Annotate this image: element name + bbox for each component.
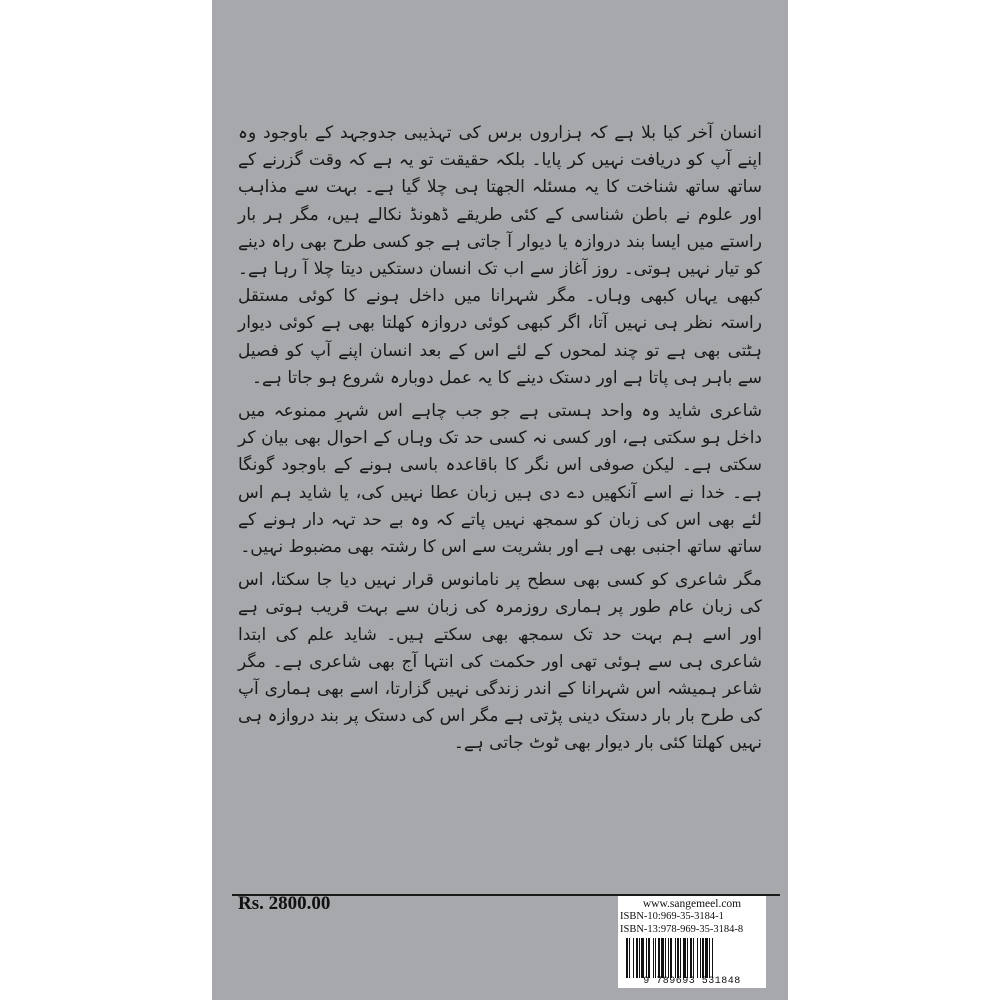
price-label: Rs. 2800.00 [238, 893, 331, 914]
barcode-bar [639, 938, 640, 978]
barcode-bar [687, 938, 688, 978]
barcode-bar [690, 938, 692, 978]
blurb-text [238, 120, 762, 764]
barcode-bar [636, 938, 638, 978]
barcode-bar [658, 938, 660, 978]
barcode-bar [693, 938, 694, 978]
blurb-paragraph-1: انسان آخر کیا بلا ہے کہ ہزاروں برس کی تہذیبی جدوجہد کے باوجود وہ اپنے آپ کو دریافت نہیں کر پایا۔ بلکہ حقیقت تو یہ ہے کہ وقت گزرنے کے ساتھ ساتھ شناخت کا یہ مسئلہ الجھتا ہی چلا گیا ہے۔ بہت سے مذاہب اور علوم نے باطن شناسی کے کئی طریقے ڈھونڈ نکالے ہیں، مگر ہر بار راستے میں ایسا بند دروازہ یا دیوار آ جاتی ہے جو کسی طرح بھی راہ دینے کو تیار نہیں ہوتی۔ روز آغاز سے اب تک انسان دستکیں دیتا چلا آ رہا ہے۔ کبھی یہاں کبھی وہاں۔ مگر شہرانا میں داخل ہونے کا کوئی مستقل راستہ نظر ہی نہیں آتا، اگر کبھی کوئی دروازہ کھلتا بھی ہے کوئی دیوار ہٹتی بھی ہے تو چند لمحوں کے لئے اس کے بعد انسان اپنے آپ کو فصیل سے باہر ہی پاتا ہے اور دستک دینے کا یہ عمل دوبارہ شروع ہو جاتا ہے۔ [238, 123, 762, 388]
barcode-bar [626, 938, 628, 978]
barcode-image [624, 938, 760, 978]
barcode-bar [677, 938, 679, 978]
barcode-bar [680, 938, 681, 978]
barcode-bar [675, 938, 676, 978]
barcode-bar [661, 938, 664, 978]
barcode-bar [648, 938, 650, 978]
barcode-bar [633, 938, 634, 978]
barcode-bar [670, 938, 672, 978]
barcode-bar [629, 938, 630, 978]
barcode-bar [646, 938, 647, 978]
isbn-panel [618, 896, 766, 988]
barcode-bar [683, 938, 686, 978]
barcode-bar [641, 938, 644, 978]
barcode-bar [665, 938, 666, 978]
barcode-digits: 9 789693 531848 [643, 976, 741, 987]
barcode-bar [655, 938, 656, 978]
barcode-bar [709, 938, 710, 978]
barcode-bar [702, 938, 704, 978]
barcode-bar [668, 938, 669, 978]
barcode-bar [705, 938, 708, 978]
barcode-bar [697, 938, 698, 978]
barcode-bar [653, 938, 654, 978]
blurb-paragraph-2: شاعری شاید وہ واحد ہستی ہے جو جب چاہے اس شہرِ ممنوعہ میں داخل ہو سکتی ہے، اور کسی نہ کسی حد تک وہاں کے احوال بھی بیان کر سکتی ہے۔ لیکن صوفی اس نگر کا باقاعدہ باسی ہونے کے باوجود گونگا ہے۔ خدا نے اسے آنکھیں دے دی ہیں زبان عطا نہیں کی، یا شاید ہم اس لئے بھی اس کی زبان کو سمجھ نہیں پاتے کہ وہ بے حد تہہ دار ہونے کے ساتھ ساتھ اجنبی بھی ہے اور بشریت سے اس کا رشتہ بھی مضبوط نہیں۔ [238, 401, 762, 558]
publisher-website: www.sangemeel.com [642, 898, 742, 910]
barcode-bar [712, 938, 713, 978]
blurb-paragraph-3: مگر شاعری کو کسی بھی سطح پر نامانوس قرار نہیں دیا جا سکتا، اس کی زبان عام طور پر ہماری روزمرہ کی زبان سے بہت قریب ہوتی ہے اور اسے ہم بہت حد تک سمجھ بھی سکتے ہیں۔ شاید علم کی ابتدا شاعری ہی سے ہوئی تھی اور حکمت کی انتہا آج بھی شاعری ہے۔ مگر شاعر ہمیشہ اس شہرانا کے اندر زندگی نہیں گزارتا، اسے بھی ہماری آپ کی طرح بار بار دستک دینی پڑتی ہے مگر اس کی دستک پر بند دروازہ ہی نہیں کھلتا کئی بار دیوار بھی ٹوٹ جاتی ہے۔ [238, 570, 762, 754]
barcode-bar [700, 938, 701, 978]
isbn-13: ISBN-13:978-969-35-3184-8 [620, 924, 744, 935]
isbn-10: ISBN-10:969-35-3184-1 [620, 911, 724, 922]
